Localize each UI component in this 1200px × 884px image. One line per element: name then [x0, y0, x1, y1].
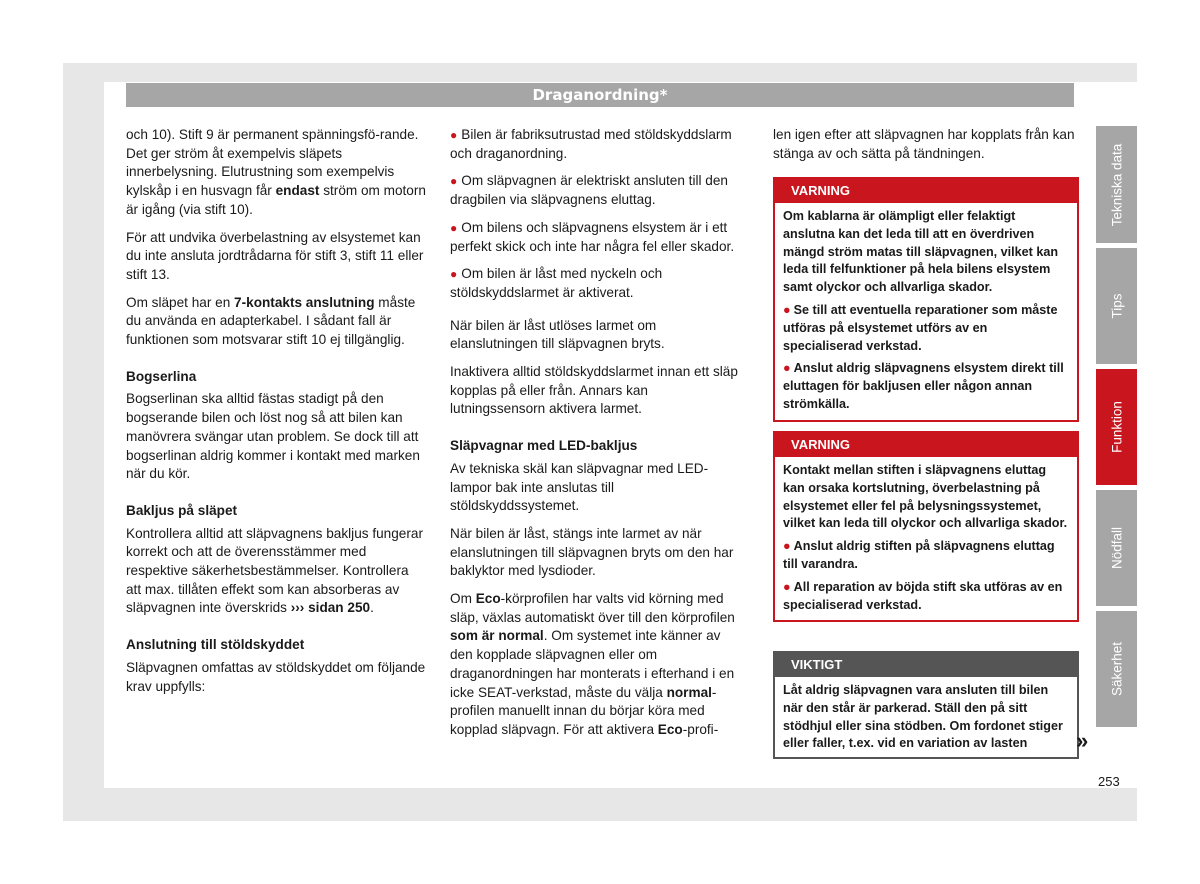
- bullet-icon: ●: [783, 539, 791, 554]
- paragraph: Om Eco-körprofilen har valts vid körning med släp, växlas automatiskt över till den körprofilen som är normal. Om systemet inte känner av den kopplade släpvagnen eller om draganordningen har monterats i efterhand i en icke SEAT-verkstad, måste du välja normal-profilen manuellt innan du börjar köra med kopplad släpvagn. För att aktivera Eco-profi-: [450, 591, 735, 737]
- paragraph: När bilen är låst utlöses larmet om elanslutningen till släpvagnen bryts.: [450, 317, 665, 352]
- paragraph: När bilen är låst, stängs inte larmet av när elanslutningen till släpvagnen bryts om den har baklyktor med lysdioder.: [450, 525, 734, 579]
- paragraph: För att undvika överbelastning av elsystemet kan du inte ansluta jordtrådarna för stift 3, stift 11 eller stift 13.: [126, 229, 424, 282]
- continue-icon: »: [1076, 728, 1089, 753]
- warning-body: Om kablarna är olämpligt eller felaktigt anslutna kan det leda till att en överdriven mängd ström matas till släpvagnen, vilket kan leda till felfunktioner på hela bilens elsystem samt olyckor och allvarliga skador. ● Se till att eventuella reparationer som måste utföras på elsystemet utförs av en specialiserad verkstad. ● Anslut aldrig släpvagnens elsystem direkt till eluttagen för bakljusen eller någon annan strömkälla.: [775, 203, 1077, 420]
- list-item: ● Om släpvagnen är elektriskt ansluten till den dragbilen via släpvagnens eluttag.: [450, 173, 728, 208]
- paragraph: Inaktivera alltid stöldskyddslarmet innan ett släp kopplas på eller från. Annars kan lutningssensorn aktivera larmet.: [450, 364, 738, 417]
- list-item: ● All reparation av böjda stift ska utföras av en specialiserad verkstad.: [783, 579, 1063, 612]
- list-item: ● Anslut aldrig stiften på släpvagnens eluttag till varandra.: [783, 539, 1055, 571]
- paragraph: Släpvagnen omfattas av stöldskyddet om följande krav uppfylls:: [126, 659, 426, 694]
- subheading-stoldskydd: Anslutning till stöldskyddet: [126, 637, 305, 653]
- bullet-icon: ●: [450, 220, 458, 235]
- subheading-bogserlina: Bogserlina: [126, 368, 197, 384]
- bullet-icon: ●: [783, 579, 791, 594]
- note-box: [773, 651, 1079, 759]
- tab-funktion[interactable]: Funktion: [1096, 369, 1137, 485]
- tab-tips[interactable]: Tips: [1096, 248, 1137, 364]
- subheading-led: Släpvagnar med LED-bakljus: [450, 438, 638, 454]
- page-number: 253: [1098, 774, 1120, 789]
- section-title: Draganordning*: [126, 83, 1074, 107]
- paragraph: Av tekniska skäl kan släpvagnar med LED-lampor bak inte anslutas till stöldskyddssystemet.: [450, 460, 709, 514]
- paragraph: Om släpet har en 7-kontakts anslutning måste du använda en adapterkabel. I sådant fall är funktionen som motsvarar stift 10 ej tillgänglig.: [126, 294, 416, 348]
- warning-header: VARNING: [775, 179, 1077, 203]
- paragraph: Kontrollera alltid att släpvagnens bakljus fungerar korrekt och att de överensstämmer med respektive säkerhetsbestämmelser. Kontrollera att max. tillåten effekt som kan absorberas av släpvagnen inte överskrids ››› sidan 250.: [126, 525, 423, 616]
- list-item: ● Anslut aldrig släpvagnens elsystem direkt till eluttagen för bakljusen eller någon annan strömkälla.: [783, 361, 1064, 411]
- warning-header: VARNING: [775, 433, 1077, 457]
- subheading-bakljus: Bakljus på släpet: [126, 502, 238, 518]
- paragraph: len igen efter att släpvagnen har kopplats från kan stänga av och sätta på tändningen.: [773, 127, 1075, 161]
- column-3: [773, 126, 1075, 172]
- warning-box-2: [773, 431, 1079, 622]
- list-item: ● Se till att eventuella reparationer som måste utföras på elsystemet utförs av en specialiserad verkstad.: [783, 302, 1058, 353]
- page-reference-link[interactable]: sidan 250: [304, 600, 371, 616]
- paragraph: Bogserlinan ska alltid fästas stadigt på den bogserande bilen och löst nog så att bilen kan manövrera svängar utan problem. Se dock till att bogserlinan aldrig kommer i kontakt med marken när du kör.: [126, 391, 420, 482]
- triple-chevron-icon: ›››: [290, 600, 305, 616]
- note-body: Låt aldrig släpvagnen vara ansluten till bilen när den står är parkerad. Ställ den på sitt stödhjul eller sina stödben. Om fordonet stiger eller faller, t.ex. vid en variation av lasten: [783, 683, 1063, 751]
- list-item: ● Om bilen är låst med nyckeln och stöldskyddslarmet är aktiverat.: [450, 266, 663, 300]
- column-1: [126, 126, 426, 705]
- bullet-icon: ●: [450, 128, 458, 142]
- tab-tekniska-data[interactable]: Tekniska data: [1096, 126, 1137, 243]
- bullet-icon: ●: [450, 174, 458, 189]
- list-item: ● Om bilens och släpvagnens elsystem är i ett perfekt skick och inte har några fel eller skador.: [450, 219, 735, 254]
- bullet-icon: ●: [450, 267, 458, 282]
- warning-body: Kontakt mellan stiften i släpvagnens eluttag kan orsaka kortslutning, överbelastning på elsystemet eller fel på belysningssystemet, vilket kan leda till olyckor och allvarliga skador. ● Anslut aldrig stiften på släpvagnens eluttag till varandra. ● All reparation av böjda stift ska utföras av en specialiserad verkstad.: [775, 457, 1077, 620]
- tab-nodfall[interactable]: Nödfall: [1096, 490, 1137, 606]
- paragraph: och 10). Stift 9 är permanent spänningsfö-rande. Det ger ström åt exempelvis släpets innerbelysning. Elutrustning som exempelvis kylskåp i en husvagn får endast ström om motorn är igång (via stift 10).: [126, 127, 426, 217]
- bullet-icon: ●: [783, 361, 791, 376]
- warning-box-1: [773, 177, 1079, 422]
- list-item: ● Bilen är fabriksutrustad med stöldskyddslarm och draganordning.: [450, 127, 732, 161]
- column-2: [450, 126, 746, 749]
- bullet-icon: ●: [783, 302, 791, 317]
- tab-sakerhet[interactable]: Säkerhet: [1096, 611, 1137, 727]
- note-header: VIKTIGT: [775, 653, 1077, 677]
